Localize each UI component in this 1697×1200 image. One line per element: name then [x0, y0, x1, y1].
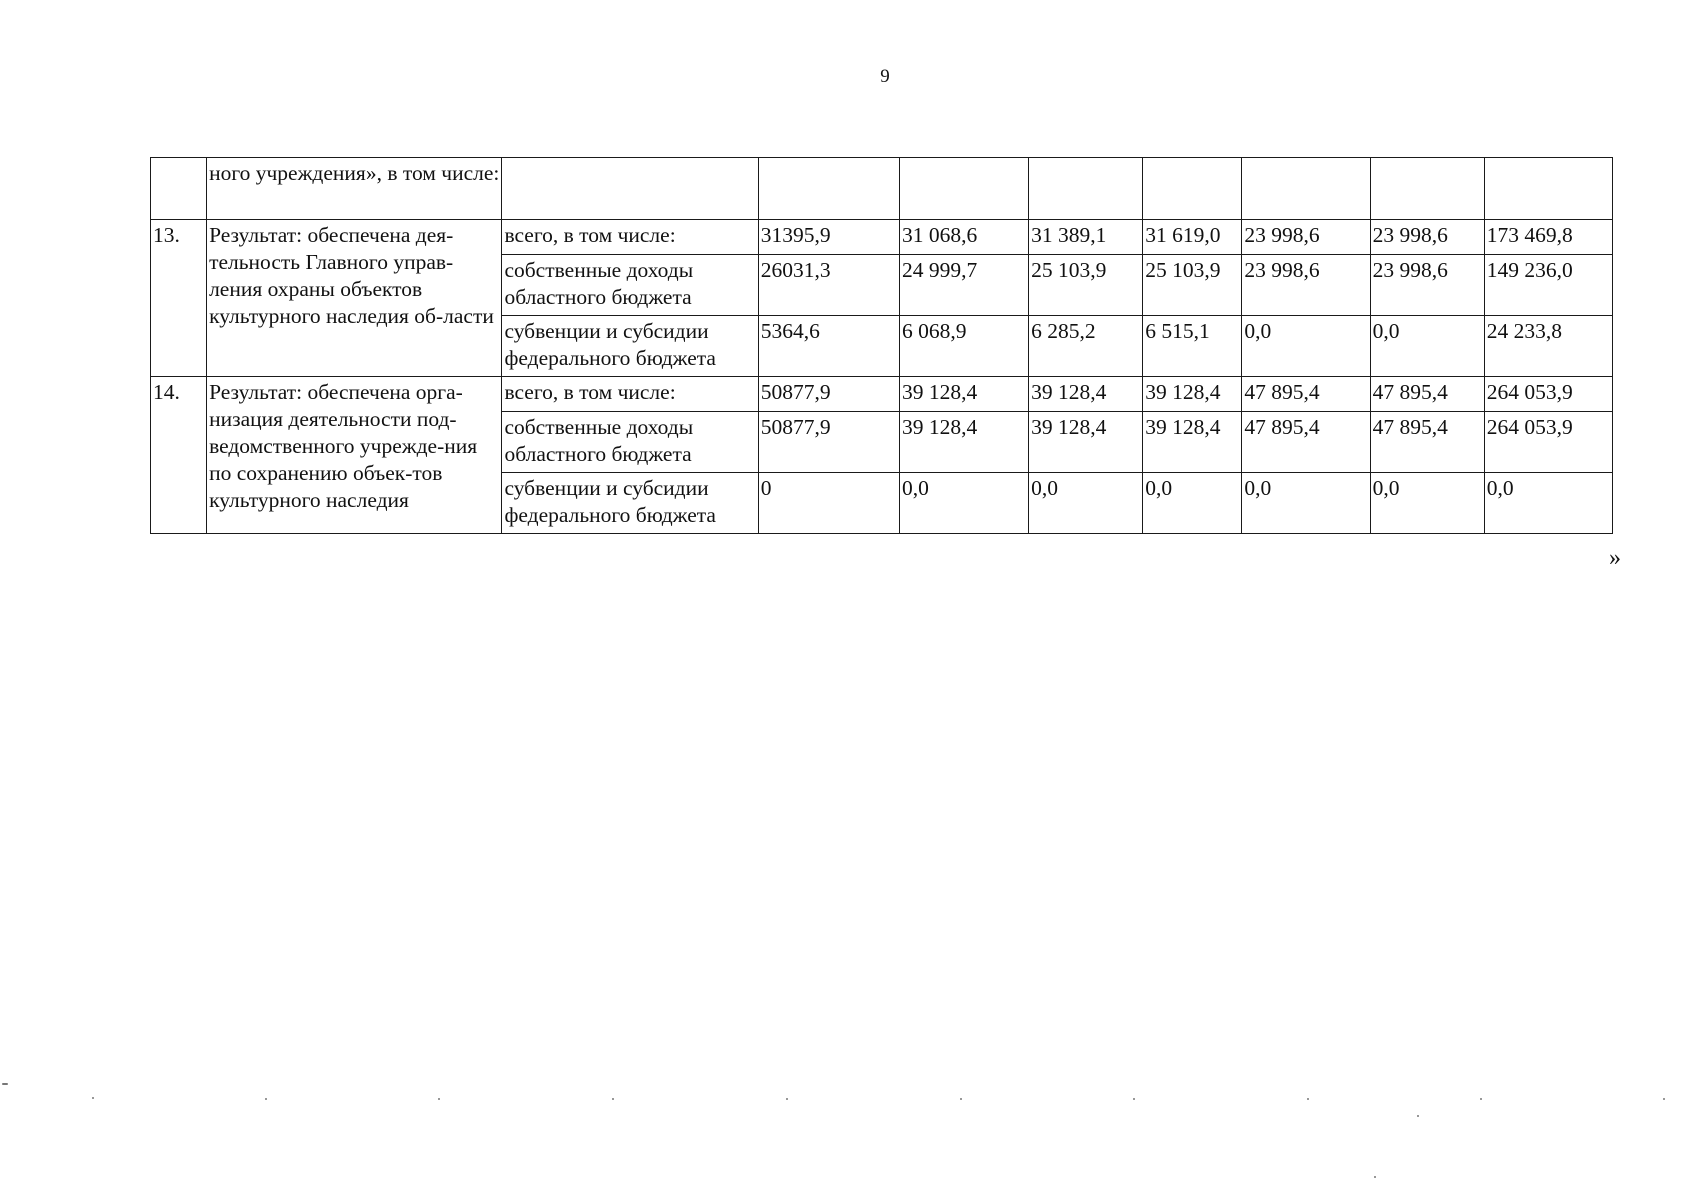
scan-artifact [1374, 1176, 1376, 1178]
value-cell: 47 895,4 [1370, 377, 1484, 412]
scan-artifact [1417, 1115, 1419, 1117]
value-cell: 39 128,4 [1029, 377, 1143, 412]
value-cell: 0,0 [1029, 473, 1143, 534]
scan-artifact [1480, 1098, 1482, 1100]
value-cell: 5364,6 [758, 316, 899, 377]
total-cell: 264 053,9 [1484, 377, 1612, 412]
total-cell: 24 233,8 [1484, 316, 1612, 377]
value-cell: 23 998,6 [1242, 255, 1370, 316]
value-cell: 50877,9 [758, 412, 899, 473]
value-cell: 23 998,6 [1242, 220, 1370, 255]
value-cell: 0,0 [1370, 473, 1484, 534]
result-description: Результат: обеспечена дея-тельность Главного управ-ления охраны объектов культурного наследия об-ласти [207, 220, 502, 377]
value-cell: 24 999,7 [899, 255, 1028, 316]
scan-artifact [786, 1098, 788, 1100]
page-number: 9 [880, 66, 890, 87]
value-cell: 31 389,1 [1029, 220, 1143, 255]
value-cell: 50877,9 [758, 377, 899, 412]
closing-quote: » [1609, 545, 1621, 571]
value-cell: 25 103,9 [1143, 255, 1242, 316]
value-cell: 47 895,4 [1370, 412, 1484, 473]
funding-source: собственные доходы областного бюджета [502, 255, 758, 316]
funding-source: субвенции и субсидии федерального бюджета [502, 316, 758, 377]
value-cell: 39 128,4 [1029, 412, 1143, 473]
value-cell: 23 998,6 [1370, 255, 1484, 316]
table-row-continuation [151, 158, 1613, 220]
value-cell: 6 068,9 [899, 316, 1028, 377]
budget-table [150, 157, 1613, 534]
value-cell: 47 895,4 [1242, 412, 1370, 473]
value-cell: 39 128,4 [1143, 377, 1242, 412]
funding-source: всего, в том числе: [502, 377, 758, 412]
value-cell-empty [1029, 158, 1143, 220]
value-cell-empty [1370, 158, 1484, 220]
total-cell: 264 053,9 [1484, 412, 1612, 473]
source-cell-empty [502, 158, 758, 220]
value-cell: 0 [758, 473, 899, 534]
total-cell-empty [1484, 158, 1612, 220]
scan-artifact [612, 1098, 614, 1100]
value-cell: 6 285,2 [1029, 316, 1143, 377]
value-cell-empty [1143, 158, 1242, 220]
value-cell: 0,0 [1242, 473, 1370, 534]
scan-artifact [2, 1083, 8, 1085]
value-cell: 31 068,6 [899, 220, 1028, 255]
scan-artifact [1133, 1098, 1135, 1100]
row-index: 14. [151, 377, 207, 534]
funding-source: субвенции и субсидии федерального бюджета [502, 473, 758, 534]
scan-artifact [1307, 1098, 1309, 1100]
value-cell: 31 619,0 [1143, 220, 1242, 255]
value-cell: 23 998,6 [1370, 220, 1484, 255]
value-cell: 0,0 [1143, 473, 1242, 534]
value-cell: 0,0 [899, 473, 1028, 534]
table-row [151, 377, 1613, 412]
value-cell: 39 128,4 [899, 412, 1028, 473]
row-index: 13. [151, 220, 207, 377]
value-cell: 25 103,9 [1029, 255, 1143, 316]
value-cell: 31395,9 [758, 220, 899, 255]
result-continuation-cell: ного учреждения», в том числе: [207, 158, 502, 220]
value-cell: 47 895,4 [1242, 377, 1370, 412]
value-cell: 26031,3 [758, 255, 899, 316]
scan-artifact [1663, 1098, 1665, 1100]
value-cell-empty [1242, 158, 1370, 220]
budget-table-body [151, 158, 1613, 534]
value-cell-empty [899, 158, 1028, 220]
funding-source: всего, в том числе: [502, 220, 758, 255]
total-cell: 173 469,8 [1484, 220, 1612, 255]
result-description: Результат: обеспечена орга-низация деятельности под-ведомственного учрежде-ния по сохранению объек-тов культурного наследия [207, 377, 502, 534]
scan-artifact [960, 1098, 962, 1100]
funding-source: собственные доходы областного бюджета [502, 412, 758, 473]
value-cell: 0,0 [1370, 316, 1484, 377]
scan-artifact [438, 1098, 440, 1100]
value-cell: 39 128,4 [1143, 412, 1242, 473]
total-cell: 149 236,0 [1484, 255, 1612, 316]
value-cell: 39 128,4 [899, 377, 1028, 412]
scan-artifact [265, 1098, 267, 1100]
value-cell: 6 515,1 [1143, 316, 1242, 377]
total-cell: 0,0 [1484, 473, 1612, 534]
scan-artifact [92, 1097, 94, 1099]
table-row [151, 220, 1613, 255]
value-cell: 0,0 [1242, 316, 1370, 377]
value-cell-empty [758, 158, 899, 220]
index-cell-empty [151, 158, 207, 220]
